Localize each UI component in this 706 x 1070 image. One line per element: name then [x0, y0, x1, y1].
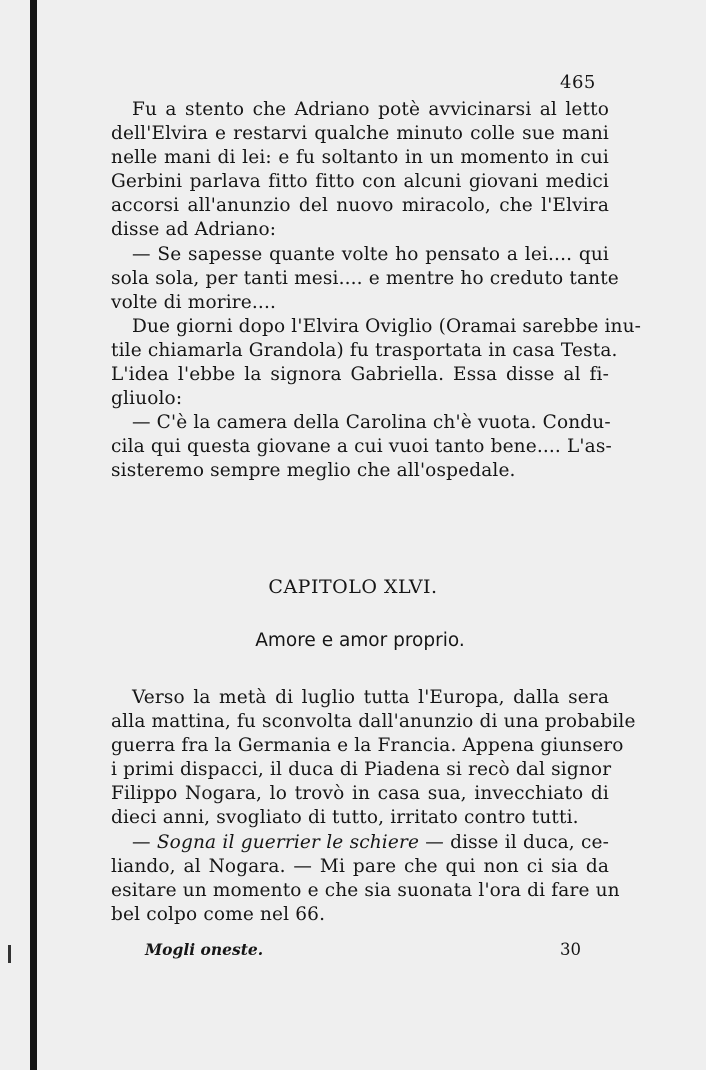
text-line: volte di morire.... [111, 291, 277, 313]
text-line: — C'è la camera della Carolina ch'è vuota. Condu- [132, 412, 611, 434]
text-line: Filippo Nogara, lo trovò in casa sua, invecchiato di [111, 783, 609, 805]
footer-book-title: Mogli oneste. [145, 940, 264, 959]
text-line: nelle mani di lei: e fu soltanto in un momento in cui [111, 147, 609, 169]
text-line: — Se sapesse quante volte ho pensato a lei.... qui [132, 243, 609, 265]
text-line: tile chiamarla Grandola) fu trasportata in casa Testa. [111, 339, 618, 361]
text-line: gliuolo: [111, 388, 183, 410]
footer-signature-number: 30 [560, 940, 581, 959]
text-line: Verso la metà di luglio tutta l'Europa, dalla sera [132, 687, 609, 708]
text-line: Gerbini parlava fitto fitto con alcuni giovani medici [111, 171, 609, 193]
text-line: guerra fra la Germania e la Francia. Appena giunsero [111, 735, 624, 757]
text-line: sisteremo sempre meglio che all'ospedale. [111, 460, 516, 482]
text-line: alla mattina, fu sconvolta dall'anunzio di una probabile [111, 711, 636, 733]
italic-quote: Sogna il guerrier le schiere [156, 831, 420, 853]
text-line: bel colpo come nel 66. [111, 903, 326, 925]
chapter-number: CAPITOLO XLVI. [268, 576, 438, 598]
page-number: 465 [560, 72, 596, 93]
text-line: cila qui questa giovane a cui vuoi tanto bene.... L'as- [111, 436, 612, 458]
text-line: disse ad Adriano: [111, 219, 277, 241]
text-line: dieci anni, svogliato di tutto, irritato contro tutti. [111, 807, 579, 829]
bottom-text-block [111, 686, 636, 927]
top-text-block [111, 98, 642, 484]
dialogue-tag: — disse il duca, ce- [425, 831, 610, 853]
text-line: Fu a stento che Adriano potè avvicinarsi al letto [132, 99, 609, 120]
binding-edge [30, 0, 37, 1070]
text-line: esitare un momento e che sia suonata l'ora di fare un [111, 879, 620, 901]
page-footer [0, 940, 706, 964]
text-line: dell'Elvira e restarvi qualche minuto colle sue mani [111, 123, 609, 145]
text-line: liando, al Nogara. — Mi pare che qui non ci sia da [111, 855, 609, 877]
text-line: i primi dispacci, il duca di Piadena si recò dal signor [111, 759, 612, 781]
text-line: accorsi all'anunzio del nuovo miracolo, che l'Elvira [111, 195, 609, 217]
text-line: sola sola, per tanti mesi.... e mentre ho creduto tante [111, 267, 619, 289]
dialogue-line [111, 831, 609, 855]
text-line: Due giorni dopo l'Elvira Oviglio (Oramai sarebbe inu- [132, 315, 642, 337]
text-line: L'idea l'ebbe la signora Gabriella. Essa disse al fi- [111, 364, 609, 386]
chapter-title: Amore e amor proprio. [255, 630, 465, 651]
dialogue-dash: — [132, 831, 151, 853]
